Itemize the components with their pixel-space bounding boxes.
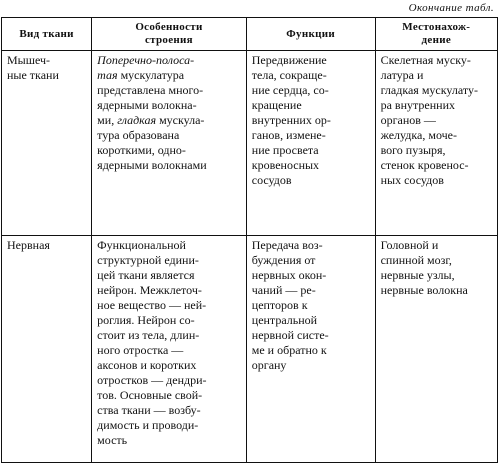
cell-tissue-type: Нервная	[2, 236, 92, 463]
table-row	[2, 236, 498, 463]
cell-functions: Передвижение тела, сокраще- ние сердца, со- кращение внутренних ор- ганов, измене- ние просвета кровеносных сосудов	[246, 51, 375, 236]
structure-italic-term: Поперечно-полоса- тая	[97, 53, 195, 82]
table-caption: Окончание табл.	[408, 2, 494, 14]
header-location: Местонахож- дение	[375, 18, 497, 51]
cell-functions: Передача воз- буждения от нервных окон- чаний — ре- цепторов к центральной нервной систе- ме и обратно к органy	[246, 236, 375, 463]
cell-tissue-type: Мышеч- ные ткани	[2, 51, 92, 236]
cell-structure	[92, 51, 247, 236]
cell-structure: Функциональной структурной едини- цей ткани является нейрон. Межклеточ- ное вещество — ней- роглия. Нейрон со- стоит из тела, длин- ного отростка — аксонов и коротких отростков — дендри- тов. Основные свой- ства ткани — возбу- димость и проводи- мость	[92, 236, 247, 463]
header-structure: Особенности строения	[92, 18, 247, 51]
structure-text: мускулатура представлена много- ядерными волокна- ми,	[97, 68, 204, 127]
header-functions: Функции	[246, 18, 375, 51]
cell-location: Скелетная муску- латура и гладкая мускулату- ра внутренних органов — желудка, моче- вого пузыря, стенок кровенос- ных сосудов	[375, 51, 497, 236]
table-row	[2, 51, 498, 236]
cell-location: Головной и спинной мозг, нервные узлы, нервные волокна	[375, 236, 497, 463]
header-tissue-type: Вид ткани	[2, 18, 92, 51]
tissue-table	[1, 17, 498, 463]
structure-text: мускула- тура образована короткими, одно- ядерными волокнами	[97, 113, 207, 172]
structure-italic-term: гладкая	[117, 113, 157, 127]
table-header-row	[2, 18, 498, 51]
